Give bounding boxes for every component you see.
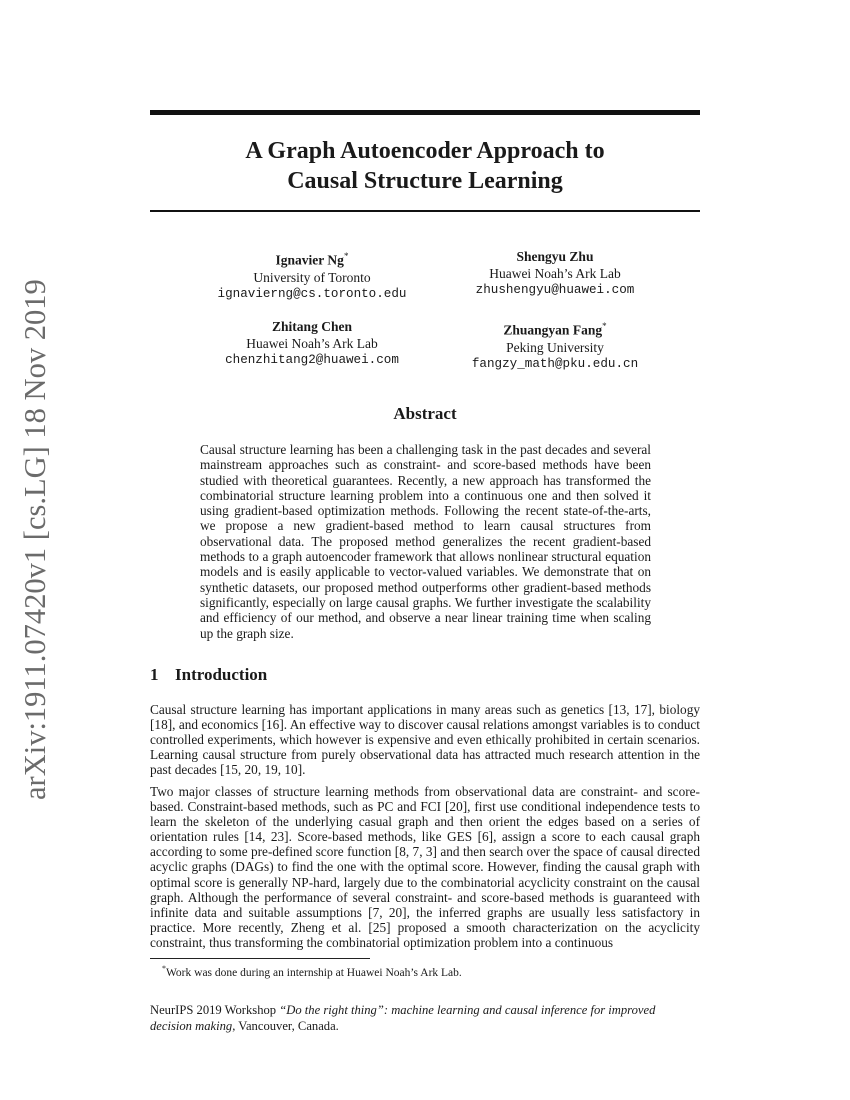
title-top-rule [150,110,700,115]
section-title: Introduction [175,665,268,684]
author-email[interactable]: fangzy_math@pku.edu.cn [471,356,639,371]
title-bottom-rule [150,210,700,212]
title-line-1: A Graph Autoencoder Approach to [245,138,605,164]
footnote-text: Work was done during an internship at Huawei Noah’s Ark Lab. [166,966,462,979]
author-name: Zhitang Chen [272,319,352,334]
section-heading [150,665,267,685]
intro-paragraph-1: Causal structure learning has important applications in many areas such as genetics [13, 17], biology [18], and economics [16]. An effective way to discover causal relations amongst variables is to conduct controlled experiments, which however is expensive and even ethically prohibited in certain scenarios. Learning causal structure from purely observational data has attracted much research attention in the past decades [15, 20, 19, 10]. [150,702,700,778]
venue-italic: “Do the right thing”: machine learning and causal inference for improved decision making [150,1003,656,1033]
arxiv-identifier [18,279,52,800]
author-name: Shengyu Zhu [516,249,594,264]
author-block [425,318,685,373]
author-block [425,248,685,299]
title-line-2: Causal Structure Learning [287,168,563,194]
abstract-text: Causal structure learning has been a challenging task in the past decades and several mainstream approaches such as constraint- and score-based methods have been studied with theoretical guarantees. Recently, a new approach has transformed the combinatorial structure learning problem into a continuous one and then solved it using gradient-based optimization methods. Following the recent state-of-the-arts, we propose a new gradient-based method to learn causal structures from observational data. The proposed method generalizes the recent gradient-based methods to a graph autoencoder framework that allows nonlinear structural equation models and is easily applicable to vector-valued variables. We demonstrate that on synthetic datasets, our proposed method outperforms other gradient-based methods significantly, especially on large causal graphs. We further investigate the scalability and efficiency of our method, and observe a near linear training time when scaling up the graph size. [200,442,651,641]
venue-prefix: NeurIPS 2019 Workshop [150,1003,280,1017]
footnote-rule [150,958,370,959]
author-name: Ignavier Ng* [275,251,349,268]
author-email[interactable]: chenzhitang2@huawei.com [225,353,399,367]
intro-paragraph-2: Two major classes of structure learning methods from observational data are constraint- and score-based. Constraint-based methods, such as PC and FCI [20], first use conditional independence tests to learn the skeleton of the underlying casual graph and then orient the edges based on a series of orientation rules [14, 23]. Score-based methods, like GES [6], assign a score to each causal graph according to some pre-defined score function [8, 7, 3] and then search over the space of causal directed acyclic graphs (DAGs) to find the one with the optimal score. However, finding the causal graph with optimal score is generally NP-hard, largely due to the combinatorial acyclicity constraint on the causal graph. Although the performance of several constraint- and score-based methods is guaranteed with infinite data and suitable assumptions [7, 20], the inferred graphs are usually less satisfactory in practice. More recently, Zheng et al. [25] proposed a smooth characterization on the acyclicity constraint, thus transforming the combinatorial optimization problem into a continuous [150,784,700,950]
author-name: Zhuangyan Fang* [503,321,607,338]
author-email[interactable]: zhushengyu@huawei.com [475,283,635,297]
author-affiliation: University of Toronto [253,269,371,285]
author-affiliation: Huawei Noah’s Ark Lab [489,266,621,281]
footnote-mark: * [162,964,166,973]
author-block [182,248,442,303]
arxiv-identifier-text: arXiv:1911.07420v1 [cs.LG] 18 Nov 2019 [18,279,52,800]
footnote [162,962,462,980]
abstract-heading: Abstract [393,404,457,423]
venue-suffix: , Vancouver, Canada. [232,1018,339,1033]
author-affiliation: Huawei Noah’s Ark Lab [246,336,378,351]
author-email[interactable]: ignavierng@cs.toronto.edu [217,286,407,301]
author-block [182,318,442,369]
paper-title [150,136,700,196]
section-number: 1 [150,665,159,684]
venue-note [150,1003,700,1034]
author-affiliation: Peking University [506,339,604,355]
